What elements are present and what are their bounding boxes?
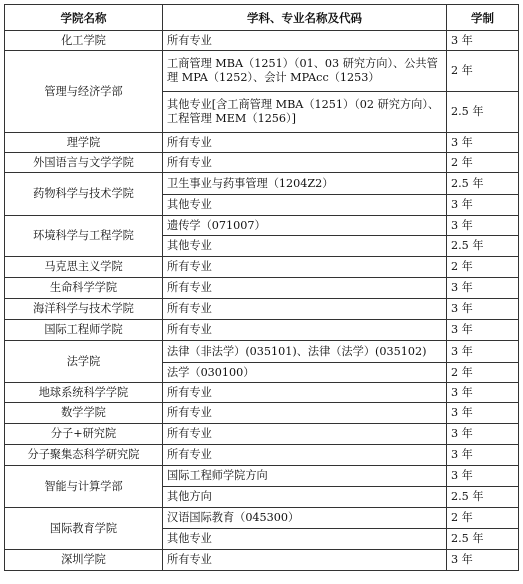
college-name-cell: 国际工程师学院 <box>5 320 163 341</box>
major-cell: 卫生事业与药事管理（1204Z2） <box>163 173 447 195</box>
college-name-cell: 地球系统科学学院 <box>5 383 163 403</box>
major-cell: 所有专业 <box>163 320 447 341</box>
college-name-cell: 化工学院 <box>5 31 163 51</box>
table-body <box>5 31 519 571</box>
college-name-cell: 药物科学与技术学院 <box>5 173 163 216</box>
major-cell: 汉语国际教育（045300） <box>163 508 447 529</box>
header-major: 学科、专业名称及代码 <box>163 5 447 31</box>
college-name-cell: 分子聚集态科学研究院 <box>5 445 163 466</box>
table-row <box>5 31 519 51</box>
table-row <box>5 299 519 320</box>
duration-cell: 3 年 <box>447 195 519 216</box>
duration-cell: 3 年 <box>447 216 519 236</box>
college-name-cell: 生命科学学院 <box>5 278 163 299</box>
duration-cell: 2 年 <box>447 153 519 173</box>
duration-cell: 2 年 <box>447 363 519 383</box>
duration-cell: 2 年 <box>447 257 519 278</box>
duration-cell: 3 年 <box>447 424 519 445</box>
table-row <box>5 445 519 466</box>
college-name-cell: 外国语言与文学学院 <box>5 153 163 173</box>
major-cell: 国际工程师学院方向 <box>163 466 447 487</box>
duration-cell: 2 年 <box>447 51 519 92</box>
major-cell: 所有专业 <box>163 257 447 278</box>
duration-cell: 3 年 <box>447 550 519 571</box>
college-name-cell: 环境科学与工程学院 <box>5 216 163 257</box>
major-cell: 遗传学（071007） <box>163 216 447 236</box>
major-cell: 工商管理 MBA（1251）（01、03 研究方向）、公共管理 MPA（1252）、会计 MPAcc（1253） <box>163 51 447 92</box>
major-cell: 所有专业 <box>163 424 447 445</box>
college-name-cell: 智能与计算学部 <box>5 466 163 508</box>
major-cell: 其他专业[含工商管理 MBA（1251）（02 研究方向）、工程管理 MEM（1256）] <box>163 92 447 133</box>
table-row <box>5 173 519 195</box>
table-row <box>5 278 519 299</box>
table-row <box>5 341 519 363</box>
table-row <box>5 424 519 445</box>
table-row <box>5 216 519 236</box>
table-row <box>5 550 519 571</box>
duration-cell: 2.5 年 <box>447 236 519 257</box>
college-name-cell: 管理与经济学部 <box>5 51 163 133</box>
college-name-cell: 海洋科学与技术学院 <box>5 299 163 320</box>
duration-cell: 3 年 <box>447 383 519 403</box>
duration-cell: 2.5 年 <box>447 92 519 133</box>
table-row <box>5 383 519 403</box>
duration-cell: 3 年 <box>447 320 519 341</box>
table-row <box>5 133 519 153</box>
table-row <box>5 403 519 424</box>
duration-cell: 2.5 年 <box>447 487 519 508</box>
duration-cell: 3 年 <box>447 341 519 363</box>
major-cell: 法学（030100） <box>163 363 447 383</box>
duration-cell: 3 年 <box>447 299 519 320</box>
college-name-cell: 数学学院 <box>5 403 163 424</box>
duration-cell: 3 年 <box>447 31 519 51</box>
major-cell: 所有专业 <box>163 153 447 173</box>
duration-cell: 2.5 年 <box>447 173 519 195</box>
college-name-cell: 深圳学院 <box>5 550 163 571</box>
major-cell: 其他专业 <box>163 236 447 257</box>
program-duration-table <box>4 4 519 571</box>
major-cell: 所有专业 <box>163 403 447 424</box>
table-row <box>5 466 519 487</box>
duration-cell: 3 年 <box>447 133 519 153</box>
major-cell: 所有专业 <box>163 550 447 571</box>
college-name-cell: 理学院 <box>5 133 163 153</box>
college-name-cell: 分子+研究院 <box>5 424 163 445</box>
major-cell: 所有专业 <box>163 31 447 51</box>
duration-cell: 2.5 年 <box>447 529 519 550</box>
duration-cell: 3 年 <box>447 403 519 424</box>
table-row <box>5 508 519 529</box>
major-cell: 其他专业 <box>163 529 447 550</box>
table-row <box>5 51 519 92</box>
duration-cell: 2 年 <box>447 508 519 529</box>
table-row <box>5 153 519 173</box>
header-college: 学院名称 <box>5 5 163 31</box>
duration-cell: 3 年 <box>447 466 519 487</box>
header-duration: 学制 <box>447 5 519 31</box>
table-row <box>5 320 519 341</box>
college-name-cell: 国际教育学院 <box>5 508 163 550</box>
major-cell: 其他方向 <box>163 487 447 508</box>
college-name-cell: 法学院 <box>5 341 163 383</box>
major-cell: 法律（非法学）(035101)、法律（法学）(035102) <box>163 341 447 363</box>
major-cell: 所有专业 <box>163 445 447 466</box>
major-cell: 所有专业 <box>163 133 447 153</box>
table-header-row <box>5 5 519 31</box>
major-cell: 所有专业 <box>163 383 447 403</box>
college-name-cell: 马克思主义学院 <box>5 257 163 278</box>
duration-cell: 3 年 <box>447 445 519 466</box>
duration-cell: 3 年 <box>447 278 519 299</box>
table-row <box>5 257 519 278</box>
major-cell: 所有专业 <box>163 299 447 320</box>
major-cell: 其他专业 <box>163 195 447 216</box>
major-cell: 所有专业 <box>163 278 447 299</box>
